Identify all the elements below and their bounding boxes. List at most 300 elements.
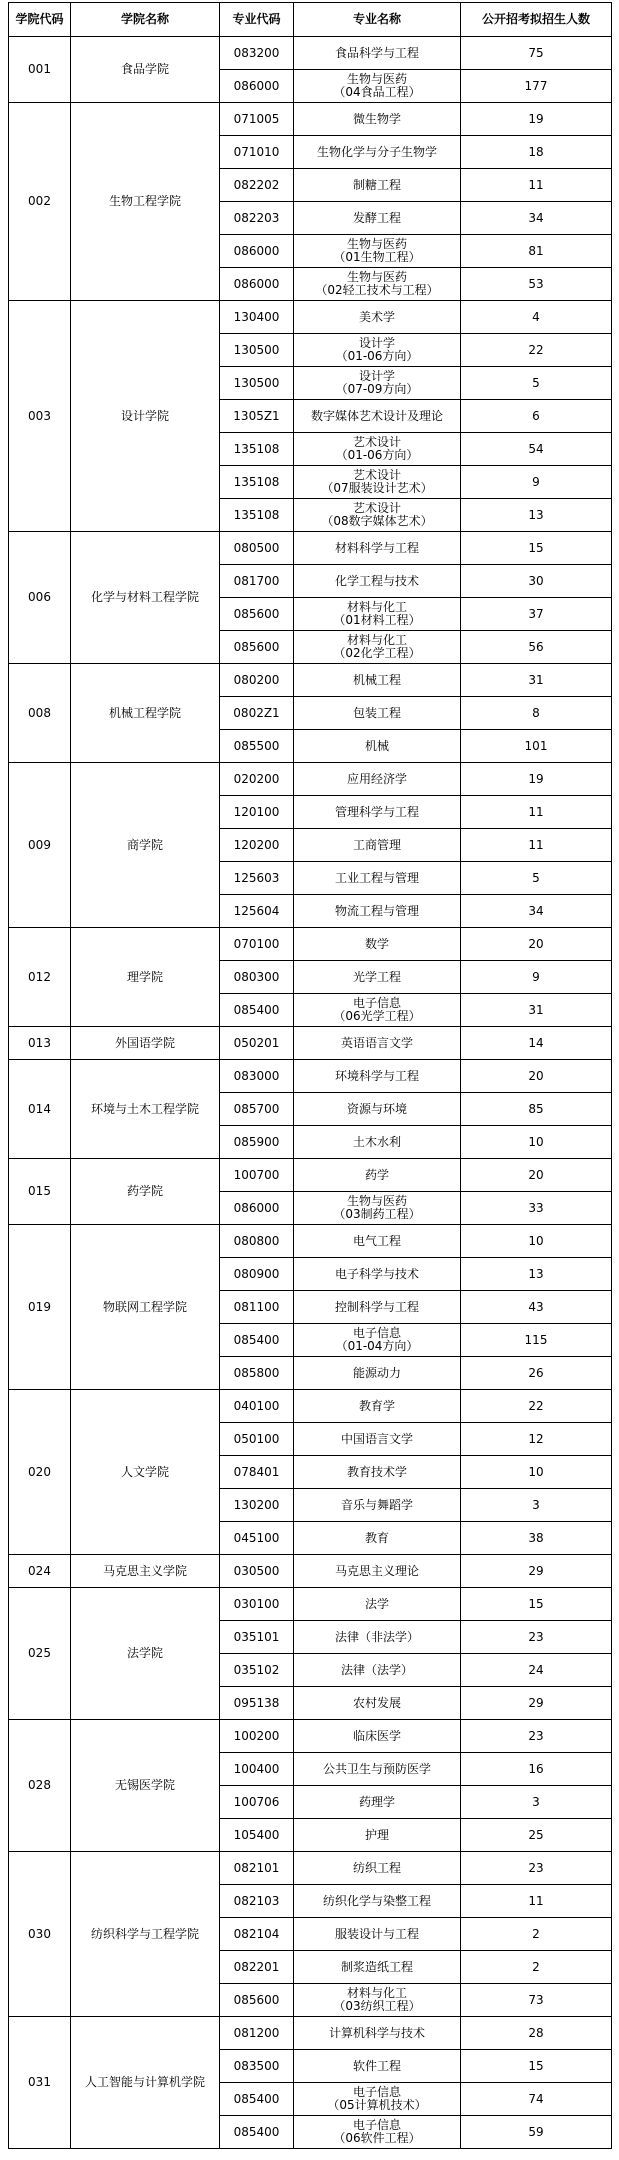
major-name-cell	[294, 1621, 461, 1654]
enrollment-count-cell: 11	[461, 829, 612, 862]
college-code-cell: 028	[9, 1720, 71, 1852]
major-code-cell: 030500	[220, 1555, 294, 1588]
major-name-cell	[294, 1654, 461, 1687]
major-code-cell: 081200	[220, 2017, 294, 2050]
major-code-cell: 082103	[220, 1885, 294, 1918]
college-code-cell: 012	[9, 928, 71, 1027]
major-name-text: 法学	[364, 1596, 389, 1611]
major-name-text: 发酵工程	[352, 210, 401, 225]
major-name-cell	[294, 532, 461, 565]
enrollment-count-cell: 22	[461, 1390, 612, 1423]
enrollment-count-cell: 22	[461, 334, 612, 367]
enrollment-count-cell: 177	[461, 70, 612, 103]
major-code-cell: 085700	[220, 1093, 294, 1126]
major-direction-text: （03制药工程）	[333, 1207, 421, 1221]
major-name-text: 生物与医药	[346, 72, 407, 86]
major-name-cell	[294, 1027, 461, 1060]
major-name-text: 中国语言文学	[340, 1431, 413, 1446]
major-name-text: 临床医学	[352, 1728, 401, 1743]
enrollment-count-cell: 2	[461, 1918, 612, 1951]
major-name-cell	[294, 598, 461, 631]
major-code-cell: 071005	[220, 103, 294, 136]
major-name-text: 教育技术学	[346, 1464, 407, 1479]
major-code-cell: 080200	[220, 664, 294, 697]
table-row	[9, 37, 612, 70]
table-row	[9, 1390, 612, 1423]
enrollment-count-cell: 75	[461, 37, 612, 70]
major-name-text: 工商管理	[352, 837, 401, 852]
major-code-cell: 078401	[220, 1456, 294, 1489]
major-code-cell: 100700	[220, 1159, 294, 1192]
header-row	[9, 3, 612, 37]
enrollment-count-cell: 81	[461, 235, 612, 268]
enrollment-count-cell: 6	[461, 400, 612, 433]
major-name-cell	[294, 1456, 461, 1489]
enrollment-count-cell: 33	[461, 1192, 612, 1225]
enrollment-count-cell: 16	[461, 1753, 612, 1786]
major-direction-text: （01生物工程）	[333, 250, 421, 264]
major-name-text: 电子信息	[352, 1326, 401, 1340]
enrollment-count-cell: 37	[461, 598, 612, 631]
enrollment-count-cell: 18	[461, 136, 612, 169]
major-name-text: 光学工程	[352, 969, 401, 984]
major-name-cell	[294, 697, 461, 730]
major-name-text: 土木水利	[352, 1134, 401, 1149]
enrollment-count-cell: 31	[461, 994, 612, 1027]
major-name-text: 食品科学与工程	[334, 45, 419, 60]
major-code-cell: 035101	[220, 1621, 294, 1654]
major-name-cell	[294, 2083, 461, 2116]
major-name-text: 护理	[364, 1827, 389, 1842]
college-name-cell: 人文学院	[71, 1390, 220, 1555]
major-direction-text: （01-06方向）	[335, 349, 419, 363]
enrollment-count-cell: 13	[461, 1258, 612, 1291]
major-name-text: 教育	[364, 1530, 389, 1545]
enrollment-count-cell: 15	[461, 2050, 612, 2083]
enrollment-count-cell: 23	[461, 1852, 612, 1885]
major-code-cell: 100200	[220, 1720, 294, 1753]
college-name-cell: 设计学院	[71, 301, 220, 532]
enrollment-count-cell: 85	[461, 1093, 612, 1126]
college-code-cell: 008	[9, 664, 71, 763]
college-code-cell: 015	[9, 1159, 71, 1225]
college-name-cell: 马克思主义学院	[71, 1555, 220, 1588]
enrollment-count-cell: 23	[461, 1720, 612, 1753]
major-name-cell	[294, 1192, 461, 1225]
major-name-text: 资源与环境	[346, 1101, 407, 1116]
major-name-cell	[294, 235, 461, 268]
table-header	[9, 3, 612, 37]
major-direction-text: （01-04方向）	[335, 1339, 419, 1353]
major-name-text: 艺术设计	[352, 501, 401, 515]
major-name-text: 马克思主义理论	[334, 1563, 419, 1578]
major-name-cell	[294, 301, 461, 334]
major-name-text: 材料与化工	[346, 600, 407, 614]
major-name-text: 工业工程与管理	[334, 870, 419, 885]
major-name-cell	[294, 400, 461, 433]
college-code-cell: 006	[9, 532, 71, 664]
table-row	[9, 532, 612, 565]
college-name-cell: 外国语学院	[71, 1027, 220, 1060]
major-name-cell	[294, 1984, 461, 2017]
college-name-cell: 理学院	[71, 928, 220, 1027]
major-direction-text: （03纺织工程）	[333, 1999, 421, 2013]
enrollment-count-cell: 4	[461, 301, 612, 334]
enrollment-count-cell: 19	[461, 103, 612, 136]
major-code-cell: 080500	[220, 532, 294, 565]
major-code-cell: 095138	[220, 1687, 294, 1720]
enrollment-count-cell: 23	[461, 1621, 612, 1654]
enrollment-count-cell: 3	[461, 1489, 612, 1522]
major-name-text: 药学	[364, 1167, 389, 1182]
major-name-cell	[294, 565, 461, 598]
major-name-cell	[294, 1357, 461, 1390]
major-name-cell	[294, 1885, 461, 1918]
major-name-text: 艺术设计	[352, 468, 401, 482]
major-name-text: 生物与医药	[346, 1194, 407, 1208]
enrollment-count-cell: 59	[461, 2116, 612, 2149]
major-code-cell: 085600	[220, 1984, 294, 2017]
enrollment-count-cell: 9	[461, 466, 612, 499]
major-name-cell	[294, 763, 461, 796]
major-code-cell: 082101	[220, 1852, 294, 1885]
major-name-cell	[294, 2017, 461, 2050]
table-row	[9, 1588, 612, 1621]
major-name-text: 音乐与舞蹈学	[340, 1497, 413, 1512]
major-direction-text: （07-09方向）	[335, 382, 419, 396]
major-code-cell: 120200	[220, 829, 294, 862]
college-code-cell: 001	[9, 37, 71, 103]
enrollment-count-cell: 19	[461, 763, 612, 796]
college-code-cell: 009	[9, 763, 71, 928]
enrollment-count-cell: 11	[461, 169, 612, 202]
major-name-text: 电子信息	[352, 996, 401, 1010]
major-name-cell	[294, 1687, 461, 1720]
major-name-cell	[294, 928, 461, 961]
major-code-cell: 130200	[220, 1489, 294, 1522]
enrollment-count-cell: 20	[461, 1060, 612, 1093]
major-name-text: 纺织工程	[352, 1860, 401, 1875]
major-code-cell: 020200	[220, 763, 294, 796]
college-name-cell: 化学与材料工程学院	[71, 532, 220, 664]
major-name-cell	[294, 1093, 461, 1126]
major-name-cell	[294, 730, 461, 763]
major-name-text: 材料与化工	[346, 1986, 407, 2000]
enrollment-count-cell: 38	[461, 1522, 612, 1555]
header-college-code: 学院代码	[9, 3, 71, 37]
major-code-cell: 040100	[220, 1390, 294, 1423]
major-name-text: 控制科学与工程	[334, 1299, 419, 1314]
major-name-text: 公共卫生与预防医学	[322, 1761, 431, 1776]
college-code-cell: 020	[9, 1390, 71, 1555]
major-name-text: 农村发展	[352, 1695, 401, 1710]
major-direction-text: （05计算机技术）	[327, 2098, 427, 2112]
header-major-name: 专业名称	[294, 3, 461, 37]
college-code-cell: 025	[9, 1588, 71, 1720]
major-name-cell	[294, 1555, 461, 1588]
major-name-cell	[294, 202, 461, 235]
enrollment-count-cell: 53	[461, 268, 612, 301]
major-code-cell: 100400	[220, 1753, 294, 1786]
major-code-cell: 086000	[220, 235, 294, 268]
enrollment-count-cell: 29	[461, 1687, 612, 1720]
enrollment-count-cell: 74	[461, 2083, 612, 2116]
major-name-cell	[294, 1720, 461, 1753]
table-row	[9, 1225, 612, 1258]
major-name-text: 药理学	[358, 1794, 395, 1809]
major-code-cell: 135108	[220, 433, 294, 466]
major-name-cell	[294, 1126, 461, 1159]
college-name-cell: 人工智能与计算机学院	[71, 2017, 220, 2149]
major-name-cell	[294, 1522, 461, 1555]
enrollment-count-cell: 56	[461, 631, 612, 664]
major-name-cell	[294, 2050, 461, 2083]
table-row	[9, 301, 612, 334]
major-code-cell: 125603	[220, 862, 294, 895]
college-name-cell: 物联网工程学院	[71, 1225, 220, 1390]
major-code-cell: 085800	[220, 1357, 294, 1390]
major-code-cell: 100706	[220, 1786, 294, 1819]
major-name-cell	[294, 1225, 461, 1258]
table-row	[9, 103, 612, 136]
header-major-code: 专业代码	[220, 3, 294, 37]
college-name-cell: 机械工程学院	[71, 664, 220, 763]
major-name-cell	[294, 1291, 461, 1324]
major-name-text: 制糖工程	[352, 177, 401, 192]
header-enrollment-count: 公开招考拟招生人数	[461, 3, 612, 37]
major-name-text: 英语语言文学	[340, 1035, 413, 1050]
enrollment-count-cell: 9	[461, 961, 612, 994]
major-code-cell: 080300	[220, 961, 294, 994]
major-code-cell: 070100	[220, 928, 294, 961]
major-name-cell	[294, 268, 461, 301]
major-code-cell: 082104	[220, 1918, 294, 1951]
college-code-cell: 030	[9, 1852, 71, 2017]
enrollment-count-cell: 115	[461, 1324, 612, 1357]
major-name-text: 微生物学	[352, 111, 401, 126]
table-body	[9, 37, 612, 2149]
enrollment-count-cell: 10	[461, 1225, 612, 1258]
college-name-cell: 无锡医学院	[71, 1720, 220, 1852]
major-direction-text: （06软件工程）	[333, 2131, 421, 2145]
major-code-cell: 085600	[220, 631, 294, 664]
major-name-cell	[294, 829, 461, 862]
table-row	[9, 1027, 612, 1060]
major-name-cell	[294, 994, 461, 1027]
major-name-cell	[294, 1786, 461, 1819]
enrollment-count-cell: 3	[461, 1786, 612, 1819]
major-name-cell	[294, 961, 461, 994]
major-name-cell	[294, 1390, 461, 1423]
major-name-text: 机械工程	[352, 672, 401, 687]
major-name-text: 化学工程与技术	[334, 573, 419, 588]
enrollment-count-cell: 5	[461, 862, 612, 895]
major-name-cell	[294, 796, 461, 829]
enrollment-count-cell: 10	[461, 1126, 612, 1159]
major-name-text: 生物与医药	[346, 270, 407, 284]
major-name-text: 电子科学与技术	[334, 1266, 419, 1281]
enrollment-count-cell: 14	[461, 1027, 612, 1060]
major-name-cell	[294, 862, 461, 895]
major-name-text: 物流工程与管理	[334, 903, 419, 918]
major-name-text: 软件工程	[352, 2058, 401, 2073]
major-name-text: 设计学	[358, 336, 395, 350]
major-code-cell: 135108	[220, 499, 294, 532]
major-direction-text: （04食品工程）	[333, 85, 421, 99]
college-code-cell: 019	[9, 1225, 71, 1390]
table-row	[9, 928, 612, 961]
major-code-cell: 045100	[220, 1522, 294, 1555]
header-college-name: 学院名称	[71, 3, 220, 37]
major-code-cell: 086000	[220, 1192, 294, 1225]
major-name-cell	[294, 895, 461, 928]
table-row	[9, 664, 612, 697]
major-code-cell: 080900	[220, 1258, 294, 1291]
major-direction-text: （02轻工技术与工程）	[315, 283, 439, 297]
enrollment-count-cell: 2	[461, 1951, 612, 1984]
enrollment-count-cell: 31	[461, 664, 612, 697]
college-code-cell: 002	[9, 103, 71, 301]
enrollment-table	[8, 2, 612, 2149]
college-name-cell: 食品学院	[71, 37, 220, 103]
major-code-cell: 135108	[220, 466, 294, 499]
major-code-cell: 105400	[220, 1819, 294, 1852]
major-code-cell: 120100	[220, 796, 294, 829]
major-code-cell: 130400	[220, 301, 294, 334]
college-name-cell: 环境与土木工程学院	[71, 1060, 220, 1159]
major-name-text: 美术学	[358, 309, 395, 324]
major-name-text: 制浆造纸工程	[340, 1959, 413, 1974]
major-name-text: 数字媒体艺术设计及理论	[310, 408, 443, 423]
enrollment-count-cell: 11	[461, 796, 612, 829]
major-name-cell	[294, 1588, 461, 1621]
major-name-text: 环境科学与工程	[334, 1068, 419, 1083]
major-code-cell: 085500	[220, 730, 294, 763]
major-name-text: 电气工程	[352, 1233, 401, 1248]
major-code-cell: 030100	[220, 1588, 294, 1621]
major-name-cell	[294, 1852, 461, 1885]
major-name-text: 服装设计与工程	[334, 1926, 419, 1941]
major-direction-text: （02化学工程）	[333, 646, 421, 660]
college-name-cell: 生物工程学院	[71, 103, 220, 301]
enrollment-count-cell: 20	[461, 1159, 612, 1192]
major-name-text: 法律（法学）	[340, 1662, 413, 1677]
major-code-cell: 086000	[220, 70, 294, 103]
major-code-cell: 0802Z1	[220, 697, 294, 730]
major-code-cell: 125604	[220, 895, 294, 928]
major-direction-text: （01-06方向）	[335, 448, 419, 462]
enrollment-count-cell: 34	[461, 895, 612, 928]
enrollment-count-cell: 24	[461, 1654, 612, 1687]
major-name-text: 计算机科学与技术	[328, 2025, 425, 2040]
college-name-cell: 药学院	[71, 1159, 220, 1225]
major-name-cell	[294, 664, 461, 697]
major-name-cell	[294, 37, 461, 70]
major-name-cell	[294, 1489, 461, 1522]
enrollment-count-cell: 29	[461, 1555, 612, 1588]
major-name-text: 电子信息	[352, 2118, 401, 2132]
major-name-cell	[294, 466, 461, 499]
enrollment-count-cell: 54	[461, 433, 612, 466]
major-name-text: 能源动力	[352, 1365, 401, 1380]
major-name-text: 管理科学与工程	[334, 804, 419, 819]
major-name-text: 机械	[364, 738, 389, 753]
major-name-cell	[294, 70, 461, 103]
major-name-text: 法律（非法学）	[334, 1629, 419, 1644]
major-name-text: 应用经济学	[346, 771, 407, 786]
college-code-cell: 013	[9, 1027, 71, 1060]
major-name-cell	[294, 1819, 461, 1852]
major-code-cell: 085400	[220, 1324, 294, 1357]
major-name-cell	[294, 631, 461, 664]
enrollment-count-cell: 101	[461, 730, 612, 763]
major-code-cell: 085400	[220, 2116, 294, 2149]
major-name-text: 包装工程	[352, 705, 401, 720]
major-code-cell: 071010	[220, 136, 294, 169]
major-direction-text: （06光学工程）	[333, 1009, 421, 1023]
table-row	[9, 1720, 612, 1753]
enrollment-count-cell: 11	[461, 1885, 612, 1918]
major-code-cell: 086000	[220, 268, 294, 301]
enrollment-count-cell: 13	[461, 499, 612, 532]
major-code-cell: 083500	[220, 2050, 294, 2083]
enrollment-count-cell: 73	[461, 1984, 612, 2017]
table-row	[9, 1159, 612, 1192]
table-row	[9, 2017, 612, 2050]
college-code-cell: 031	[9, 2017, 71, 2149]
major-code-cell: 081100	[220, 1291, 294, 1324]
major-name-text: 生物与医药	[346, 237, 407, 251]
enrollment-count-cell: 12	[461, 1423, 612, 1456]
major-name-text: 艺术设计	[352, 435, 401, 449]
major-code-cell: 082202	[220, 169, 294, 202]
enrollment-count-cell: 43	[461, 1291, 612, 1324]
major-code-cell: 080800	[220, 1225, 294, 1258]
major-direction-text: （08数字媒体艺术）	[321, 514, 433, 528]
college-code-cell: 003	[9, 301, 71, 532]
college-name-cell: 纺织科学与工程学院	[71, 1852, 220, 2017]
table-row	[9, 1555, 612, 1588]
major-name-cell	[294, 499, 461, 532]
major-name-text: 材料科学与工程	[334, 540, 419, 555]
major-name-text: 设计学	[358, 369, 395, 383]
major-name-text: 数学	[364, 936, 389, 951]
major-name-cell	[294, 169, 461, 202]
major-name-text: 教育学	[358, 1398, 395, 1413]
major-name-cell	[294, 1324, 461, 1357]
major-code-cell: 082201	[220, 1951, 294, 1984]
major-code-cell: 083200	[220, 37, 294, 70]
major-code-cell: 035102	[220, 1654, 294, 1687]
major-code-cell: 085600	[220, 598, 294, 631]
major-direction-text: （01材料工程）	[333, 613, 421, 627]
major-name-cell	[294, 367, 461, 400]
major-name-cell	[294, 2116, 461, 2149]
major-name-cell	[294, 103, 461, 136]
enrollment-count-cell: 28	[461, 2017, 612, 2050]
major-code-cell: 1305Z1	[220, 400, 294, 433]
college-name-cell: 商学院	[71, 763, 220, 928]
major-code-cell: 085900	[220, 1126, 294, 1159]
major-code-cell: 085400	[220, 994, 294, 1027]
enrollment-count-cell: 15	[461, 1588, 612, 1621]
enrollment-count-cell: 30	[461, 565, 612, 598]
major-code-cell: 050100	[220, 1423, 294, 1456]
major-code-cell: 130500	[220, 334, 294, 367]
enrollment-count-cell: 20	[461, 928, 612, 961]
major-name-cell	[294, 1753, 461, 1786]
major-name-cell	[294, 1918, 461, 1951]
